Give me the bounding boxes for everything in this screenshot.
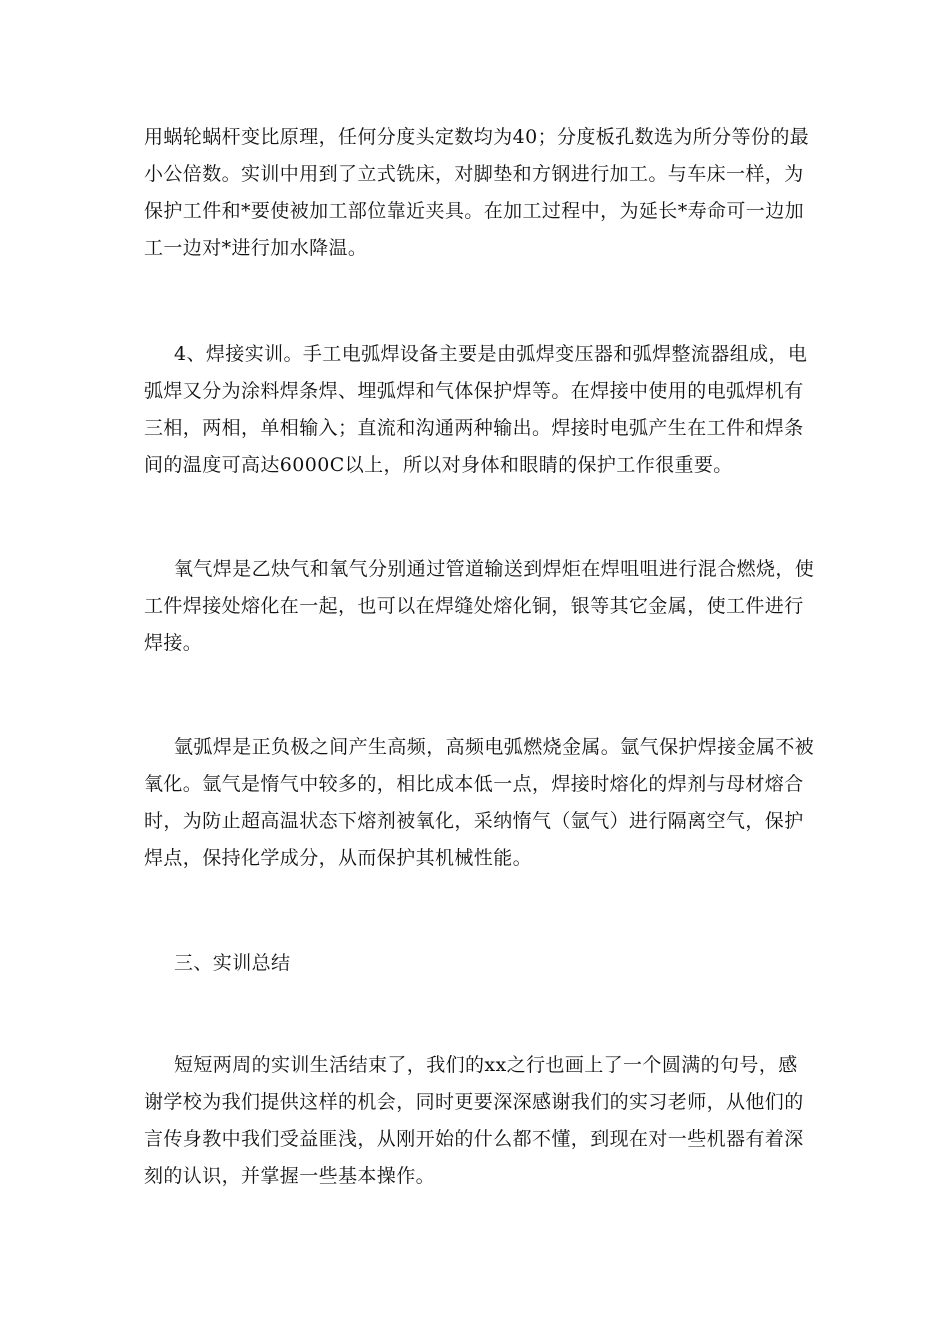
text-line: 小公倍数。实训中用到了立式铣床，对脚垫和方钢进行加工。与车床一样，为 [144,163,804,185]
paragraph-milling-continued [144,119,808,267]
text-line: 谢学校为我们提供这样的机会，同时更要深深感谢我们的实习老师，从他们的 [144,1091,804,1113]
paragraph-argon-arc-welding [144,729,815,877]
text-line: 刻的认识，并掌握一些基本操作。 [144,1165,436,1187]
text-line: 4、焊接实训。手工电弧焊设备主要是由弧焊变压器和弧焊整流器组成，电 [174,343,808,365]
text-line: 短短两周的实训生活结束了，我们的xx之行也画上了一个圆满的句号，感 [174,1054,798,1076]
text-line: 工件焊接处熔化在一起，也可以在焊缝处熔化铜，银等其它金属，使工件进行 [144,595,804,617]
text-line: 用蜗轮蜗杆变比原理，任何分度头定数均为40；分度板孔数选为所分等份的最 [144,126,810,148]
text-line: 弧焊又分为涂料焊条焊、埋弧焊和气体保护焊等。在焊接中使用的电弧焊机有 [144,380,804,402]
text-line: 焊点，保持化学成分，从而保护其机械性能。 [144,847,533,869]
text-line: 工一边对*进行加水降温。 [144,237,368,259]
paragraph-summary [144,1047,808,1195]
text-line: 氩弧焊是正负极之间产生高频，高频电弧燃烧金属。氩气保护焊接金属不被 [174,736,815,758]
text-line: 时，为防止超高温状态下熔剂被氧化，采纳惰气（氩气）进行隔离空气，保护 [144,810,804,832]
section-heading-training-summary [144,945,808,982]
text-line: 三相，两相，单相输入；直流和沟通两种输出。焊接时电弧产生在工件和焊条 [144,417,804,439]
text-line: 言传身教中我们受益匪浅，从刚开始的什么都不懂，到现在对一些机器有着深 [144,1128,804,1150]
text-line: 氧气焊是乙炔气和氧气分别通过管道输送到焊炬在焊咀咀进行混合燃烧，使 [174,558,815,580]
text-line: 保护工件和*要使被加工部位靠近夹具。在加工过程中，为延长*寿命可一边加 [144,200,805,222]
heading-text: 三、实训总结 [174,952,291,974]
text-line: 氧化。氩气是惰气中较多的，相比成本低一点，焊接时熔化的焊剂与母材熔合 [144,773,804,795]
paragraph-oxygen-welding [144,551,815,662]
paragraph-welding-training [144,336,808,484]
text-line: 焊接。 [144,632,203,654]
text-line: 间的温度可高达6000C以上，所以对身体和眼睛的保护工作很重要。 [144,454,733,476]
